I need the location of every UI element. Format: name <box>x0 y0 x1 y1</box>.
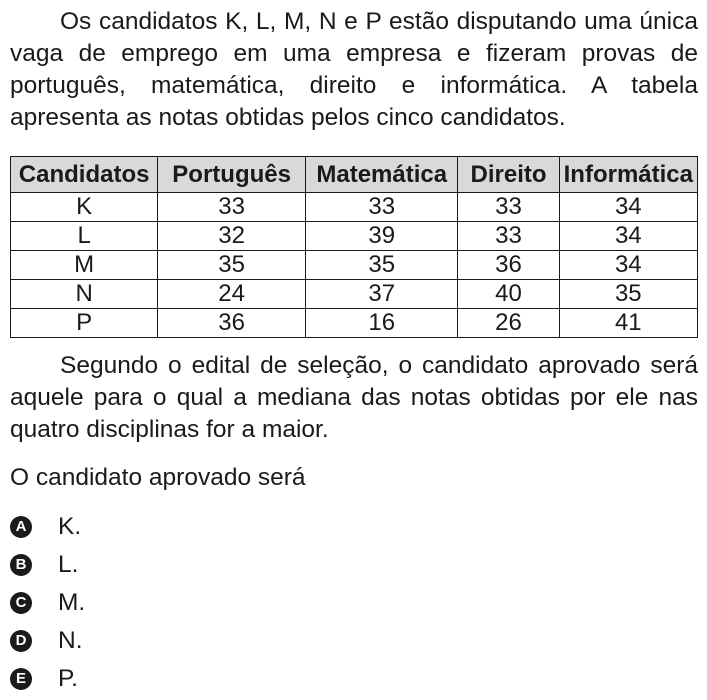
header-informatica: Informática <box>559 157 697 193</box>
cell-portugues: 24 <box>158 280 306 309</box>
cell-matematica: 39 <box>306 222 458 251</box>
intro-paragraph: Os candidatos K, L, M, N e P estão disputando uma única vaga de emprego em uma empresa e fizeram provas de português, matemática, direito e informática. A tabela apresenta as notas obtidas pelos cinco candidatos. <box>10 8 698 131</box>
cell-candidate: K <box>11 193 158 222</box>
rule-paragraph: Segundo o edital de seleção, o candidato aprovado será aquele para o qual a mediana das notas obtidas por ele nas quatro disciplinas for a maior. <box>10 352 698 443</box>
header-portugues: Português <box>158 157 306 193</box>
cell-portugues: 36 <box>158 309 306 338</box>
cell-portugues: 35 <box>158 251 306 280</box>
option-letter-badge: C <box>10 592 32 614</box>
cell-direito: 26 <box>458 309 559 338</box>
cell-informatica: 34 <box>559 193 697 222</box>
option-text: N. <box>58 627 83 654</box>
table-row <box>11 280 698 309</box>
cell-direito: 33 <box>458 222 559 251</box>
cell-informatica: 41 <box>559 309 697 338</box>
question-page <box>10 6 698 692</box>
option-letter-badge: E <box>10 668 32 690</box>
header-direito: Direito <box>458 157 559 193</box>
cell-portugues: 32 <box>158 222 306 251</box>
cell-direito: 40 <box>458 280 559 309</box>
cell-direito: 33 <box>458 193 559 222</box>
cell-matematica: 35 <box>306 251 458 280</box>
table-row <box>11 193 698 222</box>
header-matematica: Matemática <box>306 157 458 193</box>
option-text: P. <box>58 665 78 692</box>
table-row <box>11 222 698 251</box>
cell-candidate: L <box>11 222 158 251</box>
option-text: M. <box>58 589 86 616</box>
option-letter-badge: A <box>10 516 32 538</box>
cell-direito: 36 <box>458 251 559 280</box>
answer-options <box>10 508 698 698</box>
option-b[interactable] <box>10 546 698 584</box>
cell-candidate: M <box>11 251 158 280</box>
option-a[interactable] <box>10 508 698 546</box>
table-row <box>11 309 698 338</box>
cell-informatica: 34 <box>559 222 697 251</box>
option-letter-badge: D <box>10 630 32 652</box>
grades-table <box>10 156 698 338</box>
cell-portugues: 33 <box>158 193 306 222</box>
cell-informatica: 35 <box>559 280 697 309</box>
cell-candidate: N <box>11 280 158 309</box>
cell-matematica: 16 <box>306 309 458 338</box>
cell-matematica: 33 <box>306 193 458 222</box>
option-d[interactable] <box>10 622 698 660</box>
option-e[interactable] <box>10 660 698 698</box>
question-stem: O candidato aprovado será <box>10 464 306 491</box>
option-letter-badge: B <box>10 554 32 576</box>
option-c[interactable] <box>10 584 698 622</box>
header-candidatos: Candidatos <box>11 157 158 193</box>
table-row <box>11 251 698 280</box>
cell-informatica: 34 <box>559 251 697 280</box>
cell-candidate: P <box>11 309 158 338</box>
cell-matematica: 37 <box>306 280 458 309</box>
table-header-row <box>11 157 698 193</box>
option-text: L. <box>58 551 79 578</box>
option-text: K. <box>58 513 82 540</box>
